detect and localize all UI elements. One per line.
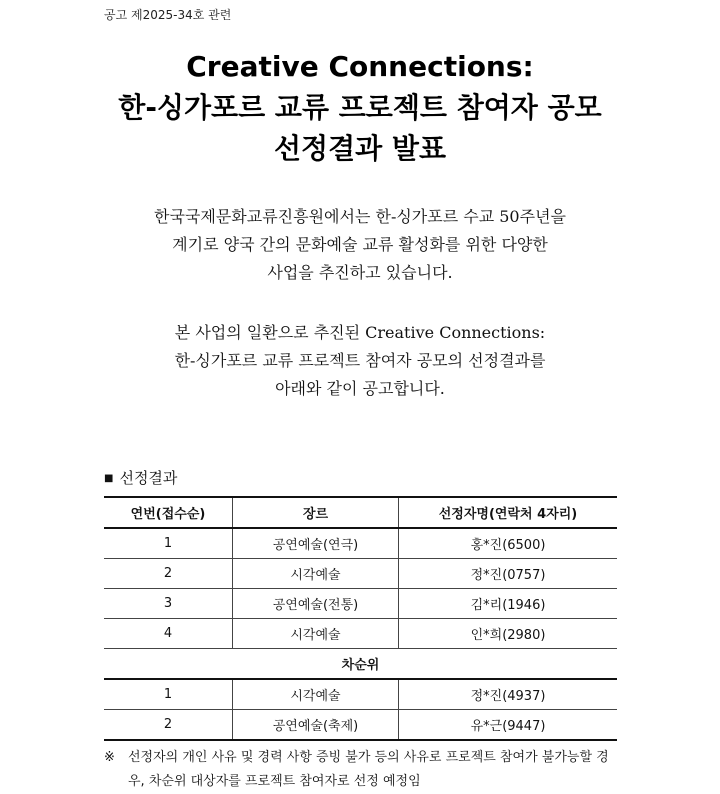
cell-name: 인*희(2980) xyxy=(399,619,618,649)
cell-number: 2 xyxy=(104,710,233,741)
cell-number: 4 xyxy=(104,619,233,649)
cell-name: 홍*진(6500) xyxy=(399,528,618,559)
cell-genre: 공연예술(연극) xyxy=(233,528,399,559)
cell-number: 1 xyxy=(104,528,233,559)
cell-number: 3 xyxy=(104,589,233,619)
title-line-1: Creative Connections: xyxy=(186,50,534,83)
cell-genre: 시각예술 xyxy=(233,559,399,589)
table-row xyxy=(104,559,617,589)
alternate-label: 차순위 xyxy=(104,649,617,680)
column-header-number: 연번(접수순) xyxy=(104,497,233,528)
title-line-3: 선정결과 발표 xyxy=(273,132,447,165)
cell-number: 2 xyxy=(104,559,233,589)
intro-p2-line: 아래와 같이 공고합니다. xyxy=(275,379,445,398)
results-table xyxy=(104,496,617,741)
alternate-header-row xyxy=(104,649,617,680)
intro-p2-line: 한-싱가포르 교류 프로젝트 참여자 공모의 선정결과를 xyxy=(174,351,546,370)
cell-name: 정*진(0757) xyxy=(399,559,618,589)
cell-number: 1 xyxy=(104,679,233,710)
reference-mark-icon: ※ xyxy=(104,750,115,765)
intro-paragraph-1 xyxy=(0,203,720,287)
footnote-text: 선정자의 개인 사유 및 경력 사항 증빙 불가 등의 사유로 프로젝트 참여가 불가능할 경우, 차순위 대상자를 프로젝트 참여자로 선정 예정임 xyxy=(128,750,609,789)
footnote xyxy=(104,746,624,794)
notice-reference: 공고 제2025-34호 관련 xyxy=(104,8,232,22)
cell-name: 정*진(4937) xyxy=(399,679,618,710)
section-label-text: 선정결과 xyxy=(119,469,178,487)
intro-paragraph-2 xyxy=(0,319,720,403)
cell-genre: 공연예술(축제) xyxy=(233,710,399,741)
intro-p2-line: 본 사업의 일환으로 추진된 Creative Connections: xyxy=(174,323,546,342)
results-section-heading xyxy=(104,467,177,488)
square-bullet-icon: ■ xyxy=(104,473,114,484)
cell-name: 유*근(9447) xyxy=(399,710,618,741)
cell-name: 김*리(1946) xyxy=(399,589,618,619)
cell-genre: 시각예술 xyxy=(233,679,399,710)
column-header-genre: 장르 xyxy=(233,497,399,528)
title-line-2: 한-싱가포르 교류 프로젝트 참여자 공모 xyxy=(118,91,602,124)
table-row xyxy=(104,589,617,619)
table-row xyxy=(104,528,617,559)
table-row xyxy=(104,679,617,710)
intro-p1-line: 계기로 양국 간의 문화예술 교류 활성화를 위한 다양한 xyxy=(172,235,548,254)
table-row xyxy=(104,619,617,649)
table-header-row xyxy=(104,497,617,528)
intro-p1-line: 한국국제문화교류진흥원에서는 한-싱가포르 수교 50주년을 xyxy=(154,207,566,226)
column-header-name: 선정자명(연락처 4자리) xyxy=(399,497,618,528)
table-row xyxy=(104,710,617,741)
intro-p1-line: 사업을 추진하고 있습니다. xyxy=(267,263,453,282)
cell-genre: 공연예술(전통) xyxy=(233,589,399,619)
cell-genre: 시각예술 xyxy=(233,619,399,649)
document-title xyxy=(0,46,720,169)
